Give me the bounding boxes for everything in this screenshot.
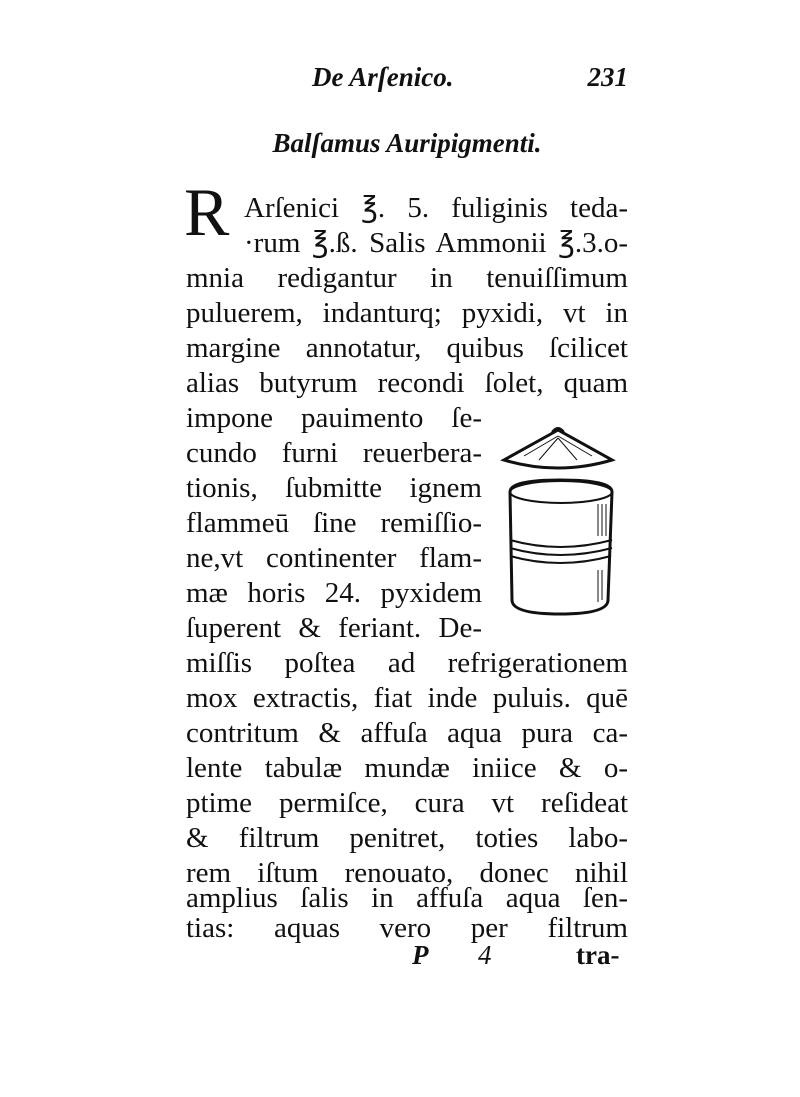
text-line-21: amplius ſalis in affuſa aqua ſen- (186, 882, 628, 914)
text-line-11: ne,vt continenter flam- (186, 542, 482, 574)
text-line-19: & filtrum penitret, toties labo- (186, 822, 628, 854)
text-line-9: tionis, ſubmitte ignem (186, 472, 482, 504)
catchword: tra- (576, 940, 620, 970)
drop-cap: R (184, 174, 230, 250)
text-line-16: contritum & affuſa aqua pura ca- (186, 717, 628, 749)
text-line-20: rem iſtum renouato, donec nihil (186, 857, 628, 889)
text-line-12: mæ horis 24. pyxidem (186, 577, 482, 609)
text-line-5: margine annotatur, quibus ſcilicet (186, 332, 628, 364)
text-line-18: ptime permiſce, cura vt reſideat (186, 787, 628, 819)
page-number: 231 (587, 62, 628, 92)
text-line-22: tias: aquas vero per filtrum (186, 912, 628, 944)
text-line-2: ·rum ℥.ß. Salis Ammonii ℥.3.o- (244, 227, 628, 259)
text-line-10: flammeū ſine remiſſio- (186, 507, 482, 539)
text-line-3: mnia redigantur in tenuiſſimum (186, 262, 628, 294)
text-line-8: cundo furni reuerbera- (186, 437, 482, 469)
text-line-17: lente tabulæ mundæ iniice & o- (186, 752, 628, 784)
running-title: De Arſenico. (312, 62, 454, 92)
text-line-6: alias butyrum recondi ſolet, quam (186, 367, 628, 399)
text-line-1: Arſenici ℥. 5. fuliginis teda- (244, 192, 628, 224)
running-head (186, 62, 628, 102)
text-line-7: impone pauimento ſe- (186, 402, 482, 434)
text-line-15: mox extractis, fiat inde puluis. quē (186, 682, 628, 714)
signature-number: 4 (478, 940, 492, 970)
pyxis-jar-illustration-icon (494, 420, 624, 620)
text-line-14: miſſis poſtea ad refrigerationem (186, 647, 628, 679)
text-line-4: puluerem, indanturq; pyxidi, vt in (186, 297, 628, 329)
section-title: Balſamus Auripigmenti. (272, 128, 542, 158)
signature-mark: P (412, 940, 429, 970)
text-line-13: ſuperent & feriant. De- (186, 612, 482, 644)
